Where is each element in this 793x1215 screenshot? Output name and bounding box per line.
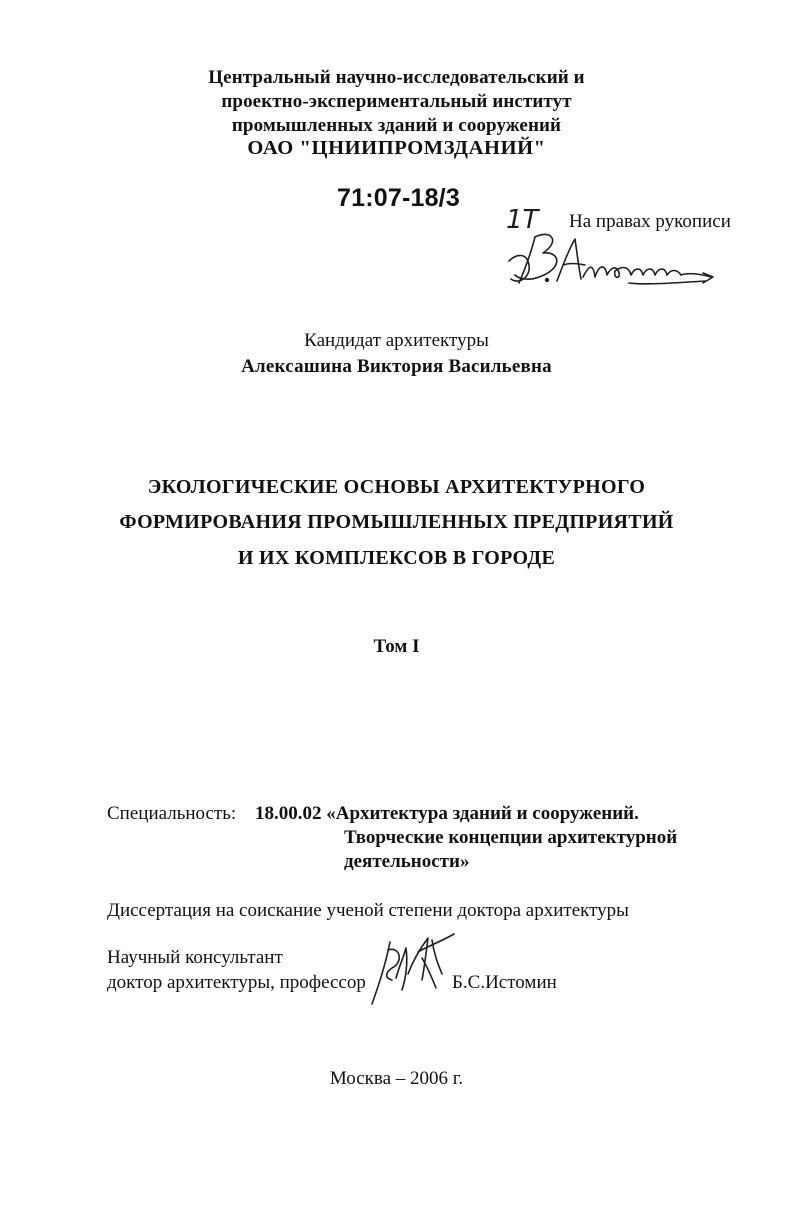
institute-line-2: проектно-экспериментальный институт — [221, 91, 572, 112]
footer-place-year: Москва – 2006 г. — [329, 1068, 464, 1089]
volume-label: Том I — [373, 636, 420, 657]
specialty-line-3: деятельности» — [344, 851, 470, 872]
institute-org: ОАО "ЦНИИПРОМЗДАНИЙ" — [247, 137, 546, 159]
title-line-2: ФОРМИРОВАНИЯ ПРОМЫШЛЕННЫХ ПРЕДПРИЯТИЙ — [119, 511, 674, 533]
title-line-3: И ИХ КОМПЛЕКСОВ В ГОРОДЕ — [237, 547, 556, 569]
consultant-name: Б.С.Истомин — [452, 972, 557, 993]
rights-note: На правах рукописи — [569, 211, 731, 232]
author-name: Алексашина Виктория Васильевна — [241, 356, 552, 377]
consultant-title: доктор архитектуры, профессор — [107, 972, 366, 993]
specialty-line-2: Творческие концепции архитектурной — [344, 827, 678, 848]
consultant-label: Научный консультант — [107, 947, 283, 968]
specialty-label: Специальность: — [107, 803, 237, 824]
consultant-signature — [368, 928, 458, 1008]
title-line-1: ЭКОЛОГИЧЕСКИЕ ОСНОВЫ АРХИТЕКТУРНОГО — [147, 476, 646, 498]
catalog-code: 71:07-18/3 — [337, 184, 460, 212]
institute-line-1: Центральный научно-исследовательский и — [208, 67, 585, 88]
author-degree: Кандидат архитектуры — [304, 330, 489, 351]
institute-line-3: промышленных зданий и сооружений — [231, 115, 562, 136]
dissertation-statement: Диссертация на соискание ученой степени доктора архитектуры — [107, 900, 629, 921]
author-signature — [505, 225, 720, 295]
specialty-line-1: 18.00.02 «Архитектура зданий и сооружений. — [255, 803, 639, 824]
handwritten-mark: 1Т — [506, 205, 539, 235]
